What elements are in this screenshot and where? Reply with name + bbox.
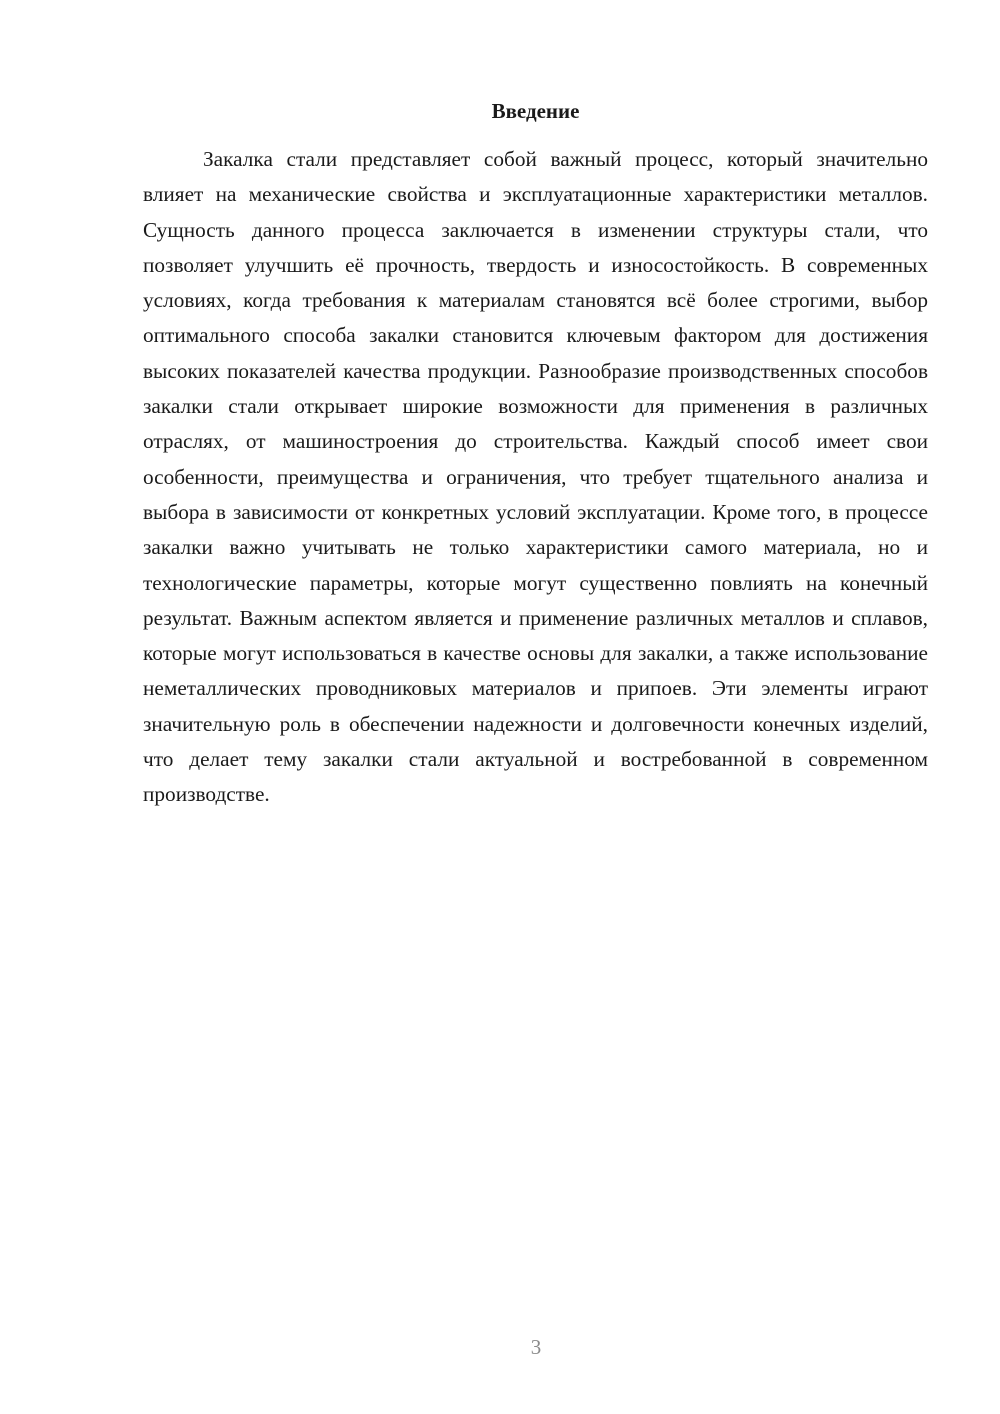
body-paragraph: Закалка стали представляет собой важный процесс, который значительно влияет на механические свойства и эксплуатационные характеристики металлов. Сущность данного процесса заключается в изменении структуры стали, что позволяет улучшить её прочность, твердость и износостойкость. В современных условиях, когда требования к материалам становятся всё более строгими, выбор оптимального способа закалки становится ключевым фактором для достижения высоких показателей качества продукции. Разнообразие производственных способов закалки стали открывает широкие возможности для применения в различных отраслях, от машиностроения до строительства. Каждый способ имеет свои особенности, преимущества и ограничения, что требует тщательного анализа и выбора в зависимости от конкретных условий эксплуатации. Кроме того, в процессе закалки важно учитывать не только характеристики самого материала, но и технологические параметры, которые могут существенно повлиять на конечный результат. Важным аспектом является и применение различных металлов и сплавов, которые могут использоваться в качестве основы для закалки, а также использование неметаллических проводниковых материалов и припоев. Эти элементы играют значительную роль в обеспечении надежности и долговечности конечных изделий, что делает тему закалки стали актуальной и востребованной в современном производстве. <box>143 147 928 807</box>
section-heading: Введение <box>491 99 580 123</box>
page-number: 3 <box>530 1335 542 1359</box>
